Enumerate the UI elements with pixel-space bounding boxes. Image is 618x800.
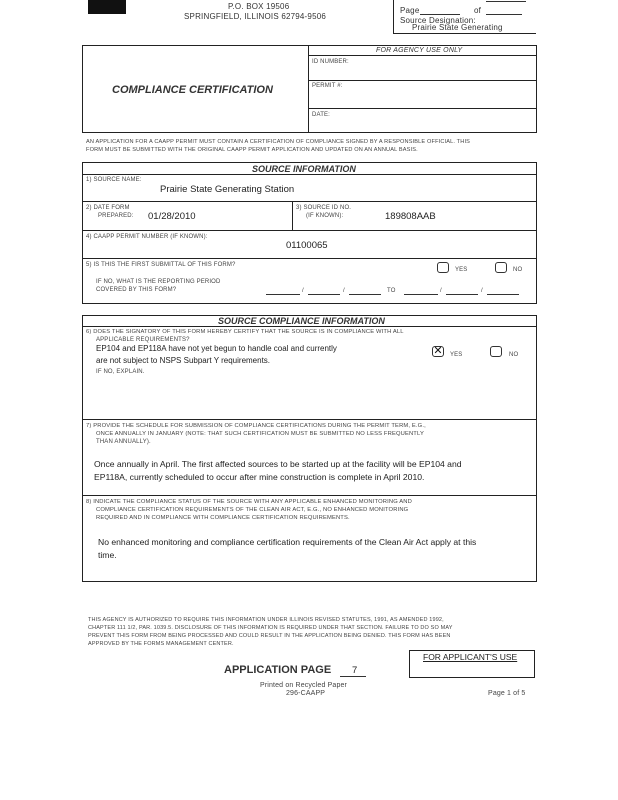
applicant-use-label: FOR APPLICANT'S USE — [423, 652, 518, 662]
recycled-paper-note: Printed on Recycled Paper — [260, 682, 348, 689]
period-from-day[interactable] — [308, 294, 340, 295]
agency-logo-block — [88, 0, 126, 14]
period-to-year[interactable] — [487, 294, 519, 295]
source-name-value[interactable]: Prairie State Generating Station — [160, 184, 295, 195]
period-slash-3: / — [440, 288, 442, 294]
q7-line-2: ONCE ANNUALLY IN JANUARY (NOTE: THAT SUCH CERTIFICATION MUST BE SUBMITTED NO LESS FREQUENTLY — [96, 431, 424, 437]
permit-number-label: 4) CAAPP PERMIT NUMBER (IF KNOWN): — [86, 234, 208, 240]
q6-no-checkbox[interactable] — [490, 346, 502, 357]
period-from-month[interactable] — [266, 294, 300, 295]
permit-number-rule — [82, 258, 537, 259]
id-number-rule — [308, 80, 537, 81]
title-block-divider — [308, 45, 309, 133]
check-x-mark-icon: ✕ — [433, 345, 443, 357]
date-form-value[interactable]: 01/28/2010 — [148, 211, 196, 222]
notice-line-2: FORM MUST BE SUBMITTED WITH THE ORIGINAL CAAPP PERMIT APPLICATION AND UPDATED ON AN ANNUAL BASIS. — [86, 147, 418, 153]
period-to-label: TO — [387, 288, 396, 294]
period-slash-4: / — [481, 288, 483, 294]
first-submittal-yes-checkbox[interactable] — [437, 262, 449, 273]
q8-line-1: 8) INDICATE THE COMPLIANCE STATUS OF THE SOURCE WITH ANY APPLICABLE ENHANCED MONITORING AND — [86, 499, 412, 505]
form-title: COMPLIANCE CERTIFICATION — [112, 84, 273, 96]
source-id-value[interactable]: 189808AAB — [385, 211, 436, 222]
permit-label: PERMIT #: — [312, 83, 343, 89]
source-id-label-2: (IF KNOWN): — [306, 213, 344, 219]
source-designation-value: Prairie State Generating — [412, 23, 503, 32]
q7-line-3: THAN ANNUALLY). — [96, 439, 151, 445]
period-to-day[interactable] — [446, 294, 478, 295]
header-divider — [393, 33, 536, 34]
date-label: DATE: — [312, 112, 330, 118]
of-label: of — [474, 6, 482, 15]
q6-rule — [82, 419, 537, 420]
application-page-value[interactable]: 7 — [352, 665, 358, 676]
date-form-label-2: PREPARED: — [98, 213, 134, 219]
page-label: Page — [400, 6, 420, 15]
q7-line-1: 7) PROVIDE THE SCHEDULE FOR SUBMISSION OF COMPLIANCE CERTIFICATIONS DURING THE PERMIT TERM, E.G., — [86, 423, 426, 429]
date-id-divider — [292, 201, 293, 230]
q6-yes-checkbox[interactable] — [432, 346, 444, 357]
of-blank — [486, 14, 522, 15]
page-of-count: Page 1 of 5 — [488, 690, 526, 697]
compliance-header-rule — [82, 326, 537, 327]
form-number: 296-CAAPP — [286, 690, 326, 697]
q6-no-label: NO — [509, 352, 519, 358]
first-submittal-label: 5) IS THIS THE FIRST SUBMITTAL OF THIS FORM? — [86, 262, 236, 268]
q7-answer-line-2[interactable]: EP118A, currently scheduled to occur after mine construction is complete in April 2010. — [94, 472, 425, 482]
q6-explain-label: IF NO, EXPLAIN. — [96, 369, 145, 375]
header-left-edge — [393, 0, 394, 34]
q6-line-2: APPLICABLE REQUIREMENTS? — [96, 337, 190, 343]
source-designation-label: Source Designation: — [400, 16, 476, 25]
q6-answer-line-1[interactable]: EP104 and EP118A have not yet begun to handle coal and currently — [96, 344, 337, 353]
date-id-rule — [82, 230, 537, 231]
q6-answer-line-2[interactable]: are not subject to NSPS Subpart Y requirements. — [96, 356, 271, 365]
q8-answer-line-1[interactable]: No enhanced monitoring and compliance certification requirements of the Clean Air Act apply at this — [98, 537, 477, 547]
page-blank — [420, 14, 460, 15]
source-information-header: SOURCE INFORMATION — [252, 164, 356, 174]
q8-line-3: REQUIRED AND IN COMPLIANCE WITH COMPLIANCE CERTIFICATION REQUIREMENTS. — [96, 515, 350, 521]
application-page-blank — [340, 676, 366, 677]
source-info-header-rule — [82, 174, 537, 175]
agency-address: SPRINGFIELD, ILLINOIS 62794-9506 — [184, 12, 327, 21]
legal-line-1: THIS AGENCY IS AUTHORIZED TO REQUIRE THIS INFORMATION UNDER ILLINOIS REVISED STATUTES, 1991, AS AMENDED 1992, — [88, 617, 444, 623]
period-slash-1: / — [302, 288, 304, 294]
notice-line-1: AN APPLICATION FOR A CAAPP PERMIT MUST CONTAIN A CERTIFICATION OF COMPLIANCE SIGNED BY A RESPONSIBLE OFFICIAL. THIS — [86, 139, 471, 145]
source-id-label-1: 3) SOURCE ID NO. — [296, 205, 352, 211]
period-slash-2: / — [343, 288, 345, 294]
legal-line-2: CHAPTER 111 1/2, PAR. 1039.5. DISCLOSURE OF THIS INFORMATION IS REQUIRED UNDER THAT SECTION. FAILURE TO DO SO MAY — [88, 625, 453, 631]
first-submittal-yes-label: YES — [455, 267, 468, 273]
date-form-label-1: 2) DATE FORM — [86, 205, 130, 211]
top-right-line — [486, 1, 526, 2]
legal-line-3: PREVENT THIS FORM FROM BEING PROCESSED AND COULD RESULT IN THE APPLICATION BEING DENIED. THIS FORM HAS BEEN — [88, 633, 451, 639]
reporting-period-label-2: COVERED BY THIS FORM? — [96, 287, 177, 293]
source-name-rule — [82, 201, 537, 202]
period-from-year[interactable] — [349, 294, 381, 295]
source-name-label: 1) SOURCE NAME: — [86, 177, 142, 183]
q6-line-1: 6) DOES THE SIGNATORY OF THIS FORM HEREBY CERTIFY THAT THE SOURCE IS IN COMPLIANCE WITH ALL — [86, 329, 404, 335]
legal-line-4: APPROVED BY THE FORMS MANAGEMENT CENTER. — [88, 641, 234, 647]
q7-answer-line-1[interactable]: Once annually in April. The first affected sources to be started up at the facility will be EP104 and — [94, 459, 462, 469]
first-submittal-no-label: NO — [513, 267, 523, 273]
q6-yes-label: YES — [450, 352, 463, 358]
q8-answer-line-2[interactable]: time. — [98, 550, 117, 560]
permit-number-value[interactable]: 01100065 — [286, 240, 328, 251]
agency-use-rule — [308, 55, 537, 56]
q8-line-2: COMPLIANCE CERTIFICATION REQUIREMENTS OF THE CLEAN AIR ACT, E.G., NO ENHANCED MONITORING — [96, 507, 409, 513]
id-number-label: ID NUMBER: — [312, 59, 349, 65]
q7-rule — [82, 495, 537, 496]
agency-use-header: FOR AGENCY USE ONLY — [376, 47, 463, 54]
source-compliance-header: SOURCE COMPLIANCE INFORMATION — [218, 316, 385, 326]
reporting-period-label-1: IF NO, WHAT IS THE REPORTING PERIOD — [96, 279, 221, 285]
po-box: P.O. BOX 19506 — [228, 2, 290, 11]
first-submittal-no-checkbox[interactable] — [495, 262, 507, 273]
permit-rule — [308, 108, 537, 109]
period-to-month[interactable] — [404, 294, 438, 295]
application-page-label: APPLICATION PAGE — [224, 664, 332, 676]
